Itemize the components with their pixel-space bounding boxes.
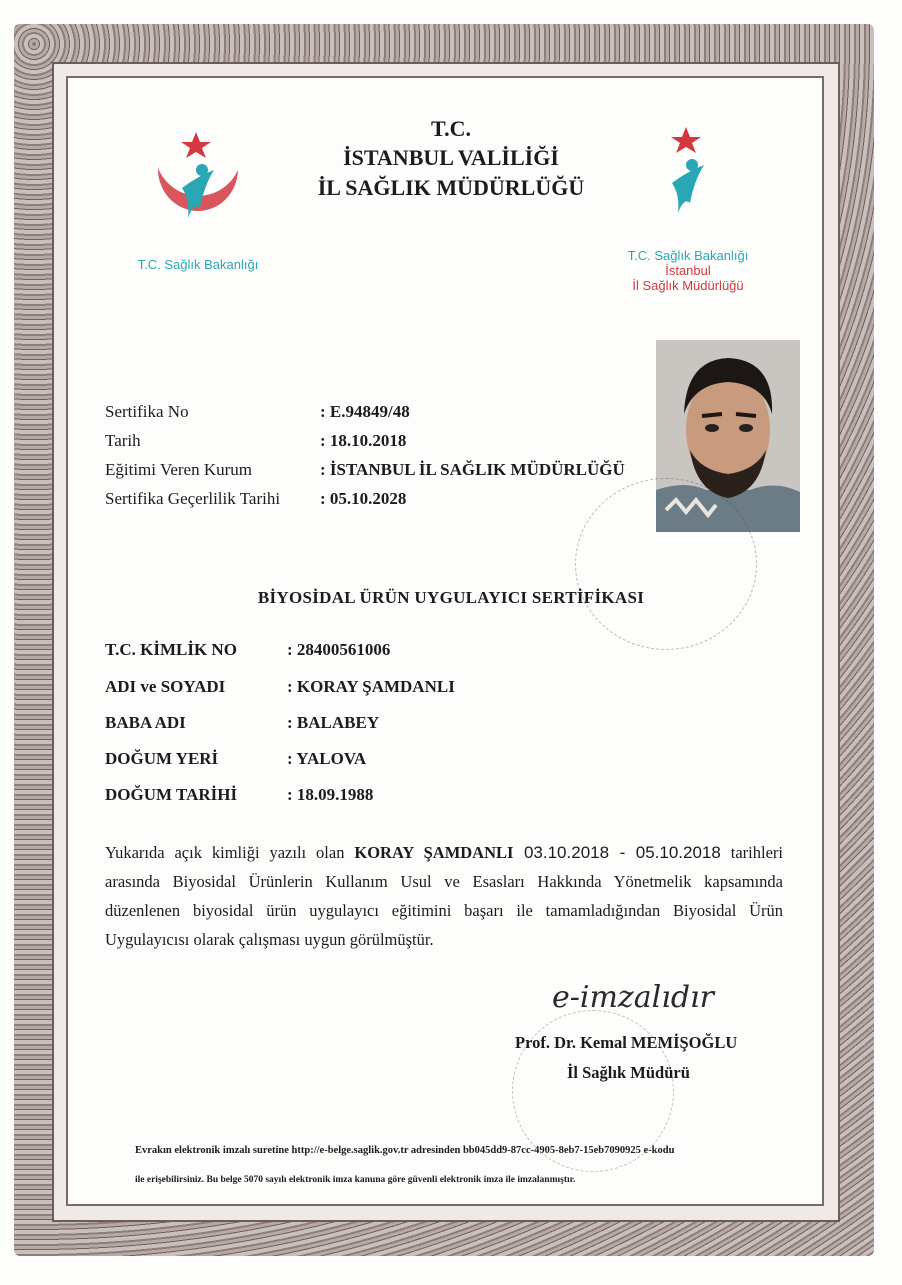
left-logo [118, 130, 278, 272]
body-dates: 03.10.2018 - 05.10.2018 [513, 843, 721, 862]
header-mudurluk: İL SAĞLIK MÜDÜRLÜĞÜ [317, 175, 585, 200]
person-value-dogum-yeri: : YALOVA [287, 749, 367, 768]
footer-line-1: Evrakın elektronik imzalı suretine http://e-belge.saglik.gov.tr adresinden bb045dd9-87cc-4905-8eb7-15eb7090925 e-kodu [135, 1145, 675, 1156]
right-logo-text-2: İstanbul [665, 263, 711, 278]
left-logo-text: T.C. Sağlık Bakanlığı [137, 257, 259, 272]
ministry-of-health-logo-icon [608, 125, 768, 243]
body-part-2: tarihleri arasında Biyosidal Ürünlerin Kullanım Usul ve Esasları Hakkında Yönetmelik kapsamında düzenlenen biyosidal ürün uygulayıcı eğitimini başarı ile tamamladığından Biyosidal Ürün Uygulayıcısı olarak çalışması uygun görülmüştür. [105, 843, 783, 949]
body-part-1: Yukarıda açık kimliği yazılı olan [105, 843, 355, 862]
info-value-gecerlilik: : 05.10.2028 [320, 489, 407, 508]
person-label-baba: BABA ADI [105, 713, 186, 732]
right-logo [608, 125, 768, 293]
person-value-tc: : 28400561006 [287, 640, 391, 659]
person-label-tc: T.C. KİMLİK NO [105, 640, 237, 659]
header-valilik: İSTANBUL VALİLİĞİ [343, 145, 559, 170]
info-label-sertifika-no: Sertifika No [105, 402, 189, 421]
person-value-dogum-tarihi: : 18.09.1988 [287, 785, 374, 804]
person-label-dogum-yeri: DOĞUM YERİ [105, 749, 219, 768]
right-logo-text-3: İl Sağlık Müdürlüğü [632, 278, 744, 293]
signer-name: Prof. Dr. Kemal MEMİŞOĞLU [515, 1033, 738, 1052]
person-label-ad: ADI ve SOYADI [105, 677, 226, 696]
body-name: KORAY ŞAMDANLI [354, 843, 514, 862]
info-value-tarih: : 18.10.2018 [320, 431, 407, 450]
info-label-gecerlilik: Sertifika Geçerlilik Tarihi [105, 489, 281, 508]
certificate-title: BİYOSİDAL ÜRÜN UYGULAYICI SERTİFİKASI [257, 588, 645, 607]
info-value-sertifika-no: : E.94849/48 [320, 402, 410, 421]
info-value-kurum: : İSTANBUL İL SAĞLIK MÜDÜRLÜĞÜ [320, 460, 625, 479]
seal-stamp [575, 478, 757, 650]
person-value-ad: : KORAY ŞAMDANLI [287, 677, 455, 696]
certificate-body [105, 838, 783, 954]
header-tc: T.C. [431, 116, 471, 141]
person-label-dogum-tarihi: DOĞUM TARİHİ [105, 785, 238, 804]
info-label-tarih: Tarih [105, 431, 141, 450]
e-signature: e-imzalıdır [552, 980, 714, 1015]
ministry-of-health-logo-icon [118, 130, 278, 250]
right-logo-text-1: T.C. Sağlık Bakanlığı [627, 248, 749, 263]
person-value-baba: : BALABEY [287, 713, 380, 732]
footer-line-2: ile erişebilirsiniz. Bu belge 5070 sayılı elektronik imza kanuna göre güvenli elektronik imza ile imzalanmıştır. [135, 1175, 576, 1185]
info-label-kurum: Eğitimi Veren Kurum [105, 460, 252, 479]
signer-title: İl Sağlık Müdürü [567, 1063, 690, 1082]
